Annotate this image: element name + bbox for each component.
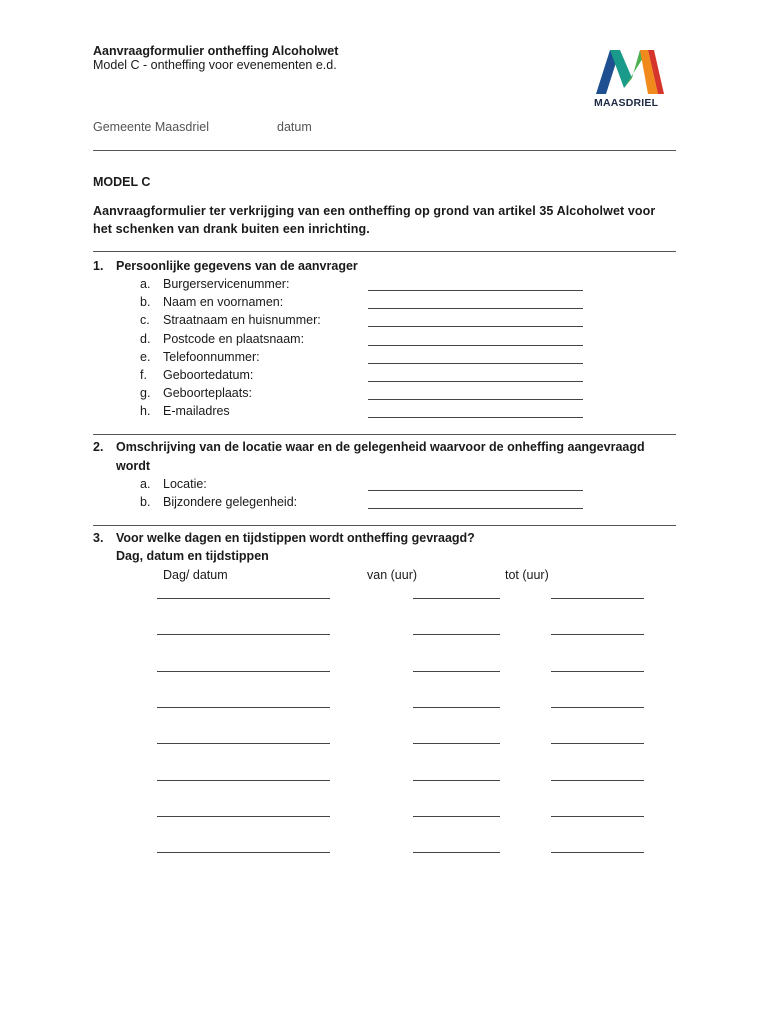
from-time-input-line[interactable] [413,743,500,744]
form-subtitle: Model C - ontheffing voor evenementen e.d. [93,58,337,72]
section-2-title-line-1: Omschrijving van de locatie waar en de gelegenheid waarvoor de onheffing aangevraagd [116,440,645,454]
field-letter: a. [140,277,151,291]
to-time-input-line[interactable] [551,743,644,744]
field-input-line[interactable] [368,290,583,291]
field-input-line[interactable] [368,508,583,509]
to-time-input-line[interactable] [551,816,644,817]
to-time-input-line[interactable] [551,634,644,635]
date-input-line[interactable] [157,598,330,599]
section-2-title-line-2: wordt [116,459,151,473]
divider [93,434,676,435]
form-title: Aanvraagformulier ontheffing Alcoholwet [93,44,339,58]
section-1-number: 1. [93,259,104,273]
field-label: Geboorteplaats: [163,386,252,401]
field-input-line[interactable] [368,326,583,327]
to-time-input-line[interactable] [551,707,644,708]
date-input-line[interactable] [157,743,330,744]
field-label: Burgerservicenummer: [163,277,290,291]
field-input-line[interactable] [368,308,583,309]
date-label: datum [277,120,312,134]
date-input-line[interactable] [157,852,330,853]
field-input-line[interactable] [368,399,583,400]
to-time-input-line[interactable] [551,671,644,672]
field-label: Postcode en plaatsnaam: [163,331,305,346]
field-letter: c. [140,313,150,328]
from-time-input-line[interactable] [413,707,500,708]
section-2-number: 2. [93,440,104,454]
column-header-date: Dag/ datum [163,568,228,582]
from-time-input-line[interactable] [413,816,500,817]
divider [93,251,676,252]
field-label: Bijzondere gelegenheid: [163,495,298,509]
to-time-input-line[interactable] [551,780,644,781]
date-input-line[interactable] [157,671,330,672]
section-3-title: Voor welke dagen en tijdstippen wordt ontheffing gevraagd? [116,531,475,545]
section-1-title: Persoonlijke gegevens van de aanvrager [116,259,358,273]
date-input-line[interactable] [157,816,330,817]
date-input-line[interactable] [157,780,330,781]
field-letter: b. [140,295,151,310]
field-input-line[interactable] [368,417,583,418]
field-label: Straatnaam en huisnummer: [163,313,321,328]
field-letter: b. [140,495,151,509]
section-3-subtitle: Dag, datum en tijdstippen [116,549,269,563]
from-time-input-line[interactable] [413,852,500,853]
column-header-from: van (uur) [367,568,418,582]
from-time-input-line[interactable] [413,780,500,781]
divider [93,150,676,151]
from-time-input-line[interactable] [413,634,500,635]
logo-text: MAASDRIEL [594,97,659,109]
to-time-input-line[interactable] [551,598,644,599]
field-input-line[interactable] [368,345,583,346]
date-input-line[interactable] [157,634,330,635]
intro-line-1: Aanvraagformulier ter verkrijging van een ontheffing op grond van artikel 35 Alcoholwet voor [93,204,656,218]
field-letter: d. [140,331,151,346]
field-label: Geboortedatum: [163,368,254,382]
divider [93,525,676,526]
field-label: E-mailadres [163,404,230,419]
intro-line-2: het schenken van drank buiten een inrichting. [93,222,370,236]
field-label: Locatie: [163,477,207,491]
field-letter: h. [140,404,151,419]
field-label: Naam en voornamen: [163,295,284,310]
field-input-line[interactable] [368,381,583,382]
model-label: MODEL C [93,175,151,189]
to-time-input-line[interactable] [551,852,644,853]
date-input-line[interactable] [157,707,330,708]
section-3-number: 3. [93,531,104,545]
municipality-label: Gemeente Maasdriel [93,120,210,134]
field-letter: g. [140,386,151,401]
from-time-input-line[interactable] [413,671,500,672]
field-letter: e. [140,349,151,364]
field-label: Telefoonnummer: [163,349,260,364]
field-input-line[interactable] [368,490,583,491]
field-letter: a. [140,477,151,491]
field-letter: f. [140,368,147,382]
column-header-to: tot (uur) [505,568,549,582]
from-time-input-line[interactable] [413,598,500,599]
field-input-line[interactable] [368,363,583,364]
